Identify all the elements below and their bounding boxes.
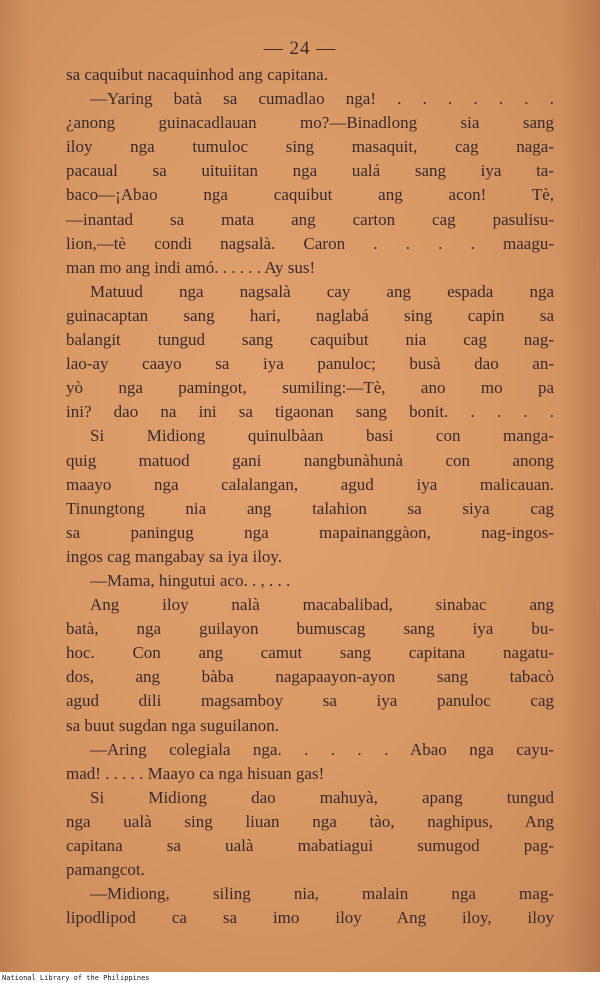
text-line: guinacaptan sang hari, naglabá sing capin sa (66, 305, 554, 325)
text-line: sa paningug nga mapainanggàon, nag-ingos- (66, 522, 554, 542)
text-line: Si Midiong quinulbàan basi con manga- (90, 426, 554, 446)
text-line: man mo ang indi amó. . . . . . Ay sus! (66, 257, 316, 277)
text-line: —Mama, hingutui aco. . , . . . (90, 570, 291, 590)
text-line: lipodlipod ca sa imo iloy Ang iloy, iloy (66, 908, 554, 928)
page-shadow-left (0, 0, 30, 972)
text-line: lao-ay caayo sa iya panuloc; busà dao an- (66, 354, 554, 374)
text-line: Si Midiong dao mahuyà, apang tungud (90, 787, 554, 807)
text-line: pamangcot. (66, 860, 145, 880)
page-shadow-right (560, 0, 600, 972)
text-line: capitana sa ualà mabatiagui sumugod pag- (66, 836, 554, 855)
body-text (66, 63, 554, 930)
text-line: mad! . . . . . Maayo ca nga hisuan gas! (66, 763, 325, 783)
text-line: —Yaring batà sa cumadlao nga! . . . . . . . (90, 89, 554, 109)
text-line: sa buut sugdan nga suguilanon. (66, 715, 279, 735)
text-line: agud dili magsamboy sa iya panuloc cag (66, 691, 554, 711)
text-line: Matuud nga nagsalà cay ang espada nga (90, 281, 554, 301)
text-line: maayo nga calalangan, agud iya malicauan. (66, 474, 554, 494)
text-line: —Midiong, siling nia, malain nga mag- (90, 884, 554, 904)
text-line: —inantad sa mata ang carton cag pasulisu- (66, 209, 554, 229)
text-line: quig matuod gani nangbunàhunà con anong (66, 450, 554, 470)
page-number: — 24 — (263, 38, 337, 59)
text-line: Ang iloy nalà macabalibad, sinabac ang (90, 595, 554, 615)
text-line: iloy nga tumuloc sing masaquit, cag naga- (66, 137, 554, 157)
text-line: nga ualà sing liuan nga tào, naghipus, Ang (66, 811, 554, 831)
text-line: lion,—tè condi nagsalà. Caron . . . . maagu- (66, 233, 554, 253)
text-line: batà, nga guilayon bumuscag sang iya bu- (66, 619, 554, 639)
text-line: sa caquibut nacaquinhod ang capitana. (66, 65, 328, 84)
text-line: Tinungtong nia ang talahion sa siya cag (66, 498, 554, 518)
text-line: pacaual sa uituiitan nga ualá sang iya ta- (66, 161, 554, 181)
text-line: ini? dao na ini sa tigaonan sang bonit. . . . . (66, 402, 554, 422)
text-line: ingos cag mangabay sa iya iloy. (66, 546, 283, 566)
text-line: yò nga pamingot, sumiling:—Tè, ano mo pa (66, 378, 554, 398)
footer-credit: National Library of the Philippines (2, 974, 150, 982)
text-line: dos, ang bàba nagapaayon-ayon sang tabacò (66, 667, 554, 687)
text-line: —Aring colegiala nga. . . . . Abao nga cayu- (90, 739, 554, 759)
text-line: ¿anong guinacadlauan mo?—Binadlong sia sang (66, 113, 554, 133)
text-line: balangit tungud sang caquibut nia cag nag- (66, 330, 554, 350)
text-line: hoc. Con ang camut sang capitana nagatu- (66, 643, 554, 663)
text-line: baco—¡Abao nga caquibut ang acon! Tè, (66, 185, 554, 205)
